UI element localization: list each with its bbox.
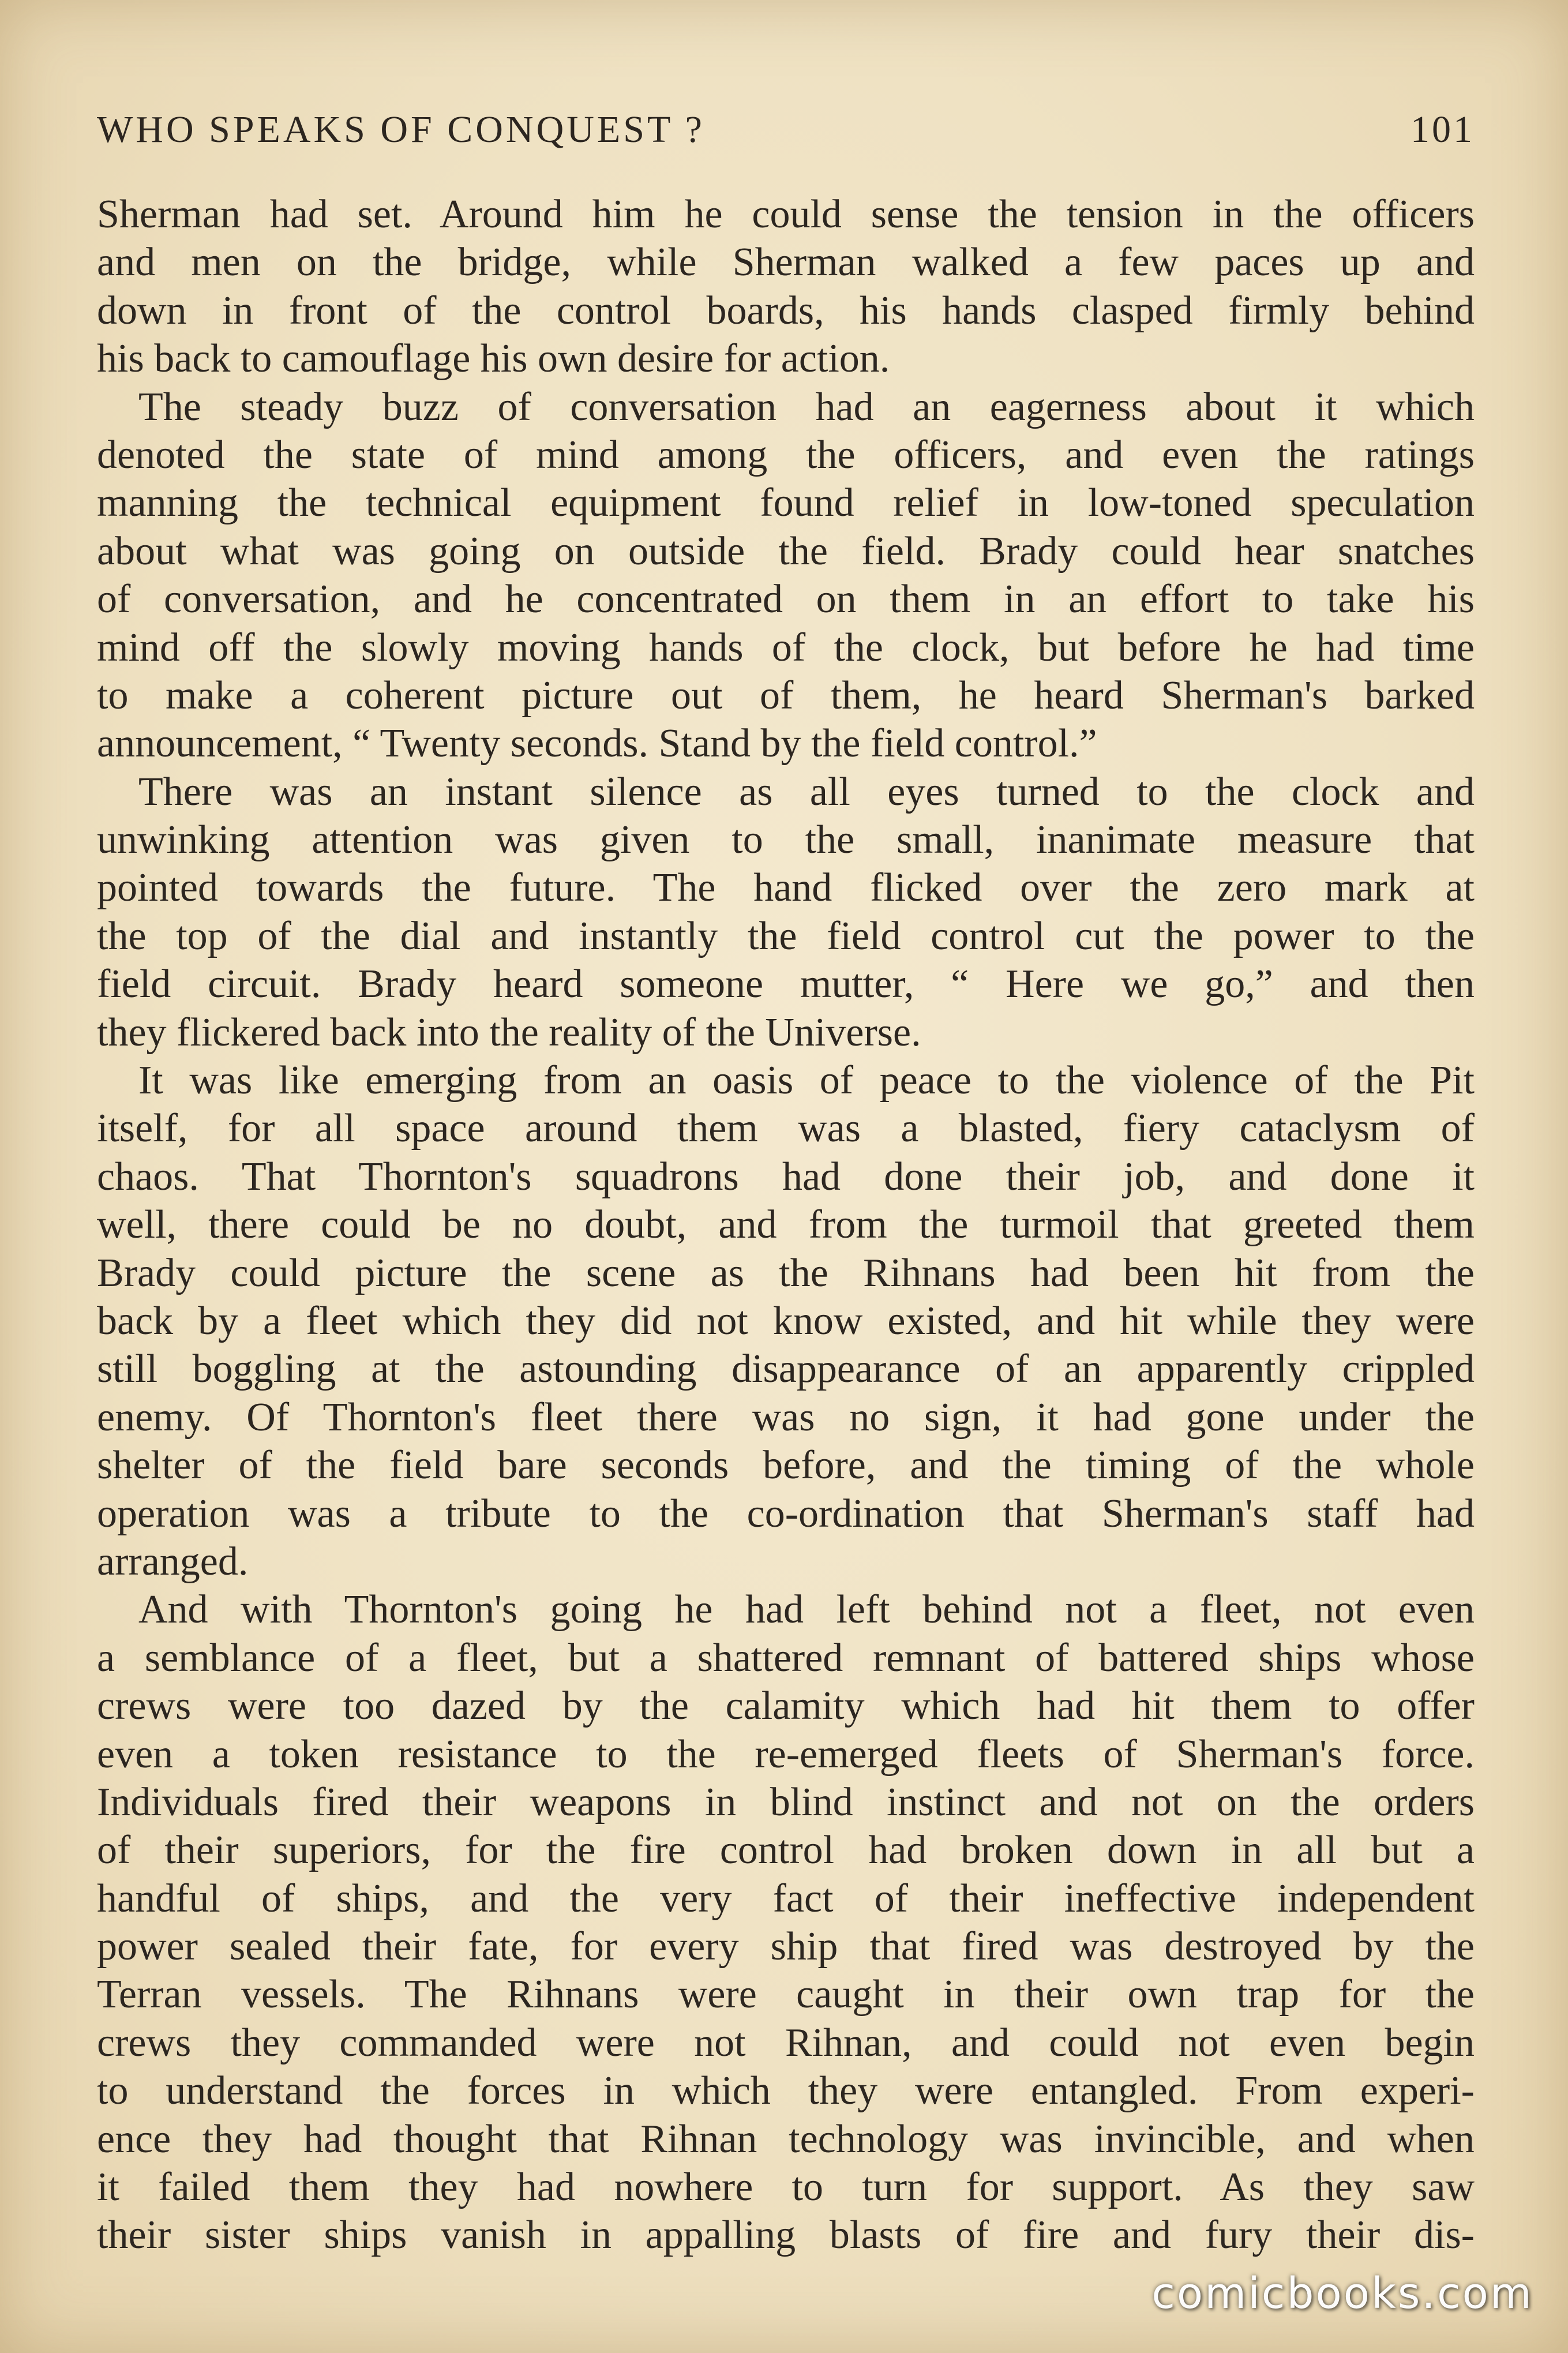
- text-line: to understand the forces in which they were entangled. From experi-: [97, 2069, 1475, 2114]
- text-line: they flickered back into the reality of the Universe.: [97, 1010, 921, 1055]
- text-line: of conversation, and he concentrated on them in an effort to take his: [97, 577, 1475, 622]
- text-line: back by a fleet which they did not know existed, and hit while they were: [97, 1298, 1475, 1343]
- text-line: handful of ships, and the very fact of their ineffective independent: [97, 1876, 1475, 1921]
- text-line: the top of the dial and instantly the field control cut the power to the: [97, 913, 1475, 958]
- body-text: [97, 190, 1475, 2260]
- text-line: crews they commanded were not Rihnan, and could not even begin: [97, 2020, 1475, 2065]
- page-header: [97, 104, 1475, 156]
- text-line: to make a coherent picture out of them, he heard Sherman's barked: [97, 673, 1475, 718]
- text-line: The steady buzz of conversation had an eagerness about it which: [138, 384, 1475, 429]
- text-line: field circuit. Brady heard someone mutter, “ Here we go,” and then: [97, 962, 1475, 1007]
- text-line: Brady could picture the scene as the Rihnans had been hit from the: [97, 1250, 1475, 1295]
- text-line: arranged.: [97, 1539, 249, 1584]
- text-line: chaos. That Thornton's squadrons had done their job, and done it: [97, 1154, 1475, 1199]
- text-line: well, there could be no doubt, and from the turmoil that greeted them: [97, 1202, 1475, 1247]
- text-line: And with Thornton's going he had left behind not a fleet, not even: [138, 1587, 1475, 1632]
- text-line: of their superiors, for the fire control had broken down in all but a: [97, 1828, 1475, 1873]
- text-line: itself, for all space around them was a blasted, fiery cataclysm of: [97, 1106, 1475, 1151]
- text-line: There was an instant silence as all eyes turned to the clock and: [138, 769, 1475, 814]
- text-line: pointed towards the future. The hand flicked over the zero mark at: [97, 865, 1475, 911]
- text-line: about what was going on outside the field. Brady could hear snatches: [97, 529, 1475, 574]
- text-line: unwinking attention was given to the small, inanimate measure that: [97, 818, 1475, 863]
- text-line: it failed them they had nowhere to turn for support. As they saw: [97, 2165, 1475, 2210]
- text-line: Individuals fired their weapons in blind instinct and not on the orders: [97, 1779, 1475, 1824]
- text-line: ence they had thought that Rihnan technology was invincible, and when: [97, 2116, 1475, 2161]
- running-head: WHO SPEAKS OF CONQUEST ?: [97, 108, 705, 151]
- text-line: enemy. Of Thornton's fleet there was no sign, it had gone under the: [97, 1395, 1475, 1440]
- text-line: Sherman had set. Around him he could sense the tension in the officers: [97, 192, 1475, 237]
- text-line: power sealed their fate, for every ship that fired was destroyed by the: [97, 1924, 1475, 1969]
- watermark: comicbooks.com: [1151, 2269, 1533, 2318]
- text-line: announcement, “ Twenty seconds. Stand by the field control.”: [97, 721, 1097, 766]
- text-line: operation was a tribute to the co-ordination that Sherman's staff had: [97, 1491, 1475, 1536]
- text-line: a semblance of a fleet, but a shattered remnant of battered ships whose: [97, 1635, 1475, 1680]
- text-line: shelter of the field bare seconds before, and the timing of the whole: [97, 1443, 1475, 1488]
- text-line: his back to camouflage his own desire for action.: [97, 336, 890, 381]
- text-line: Terran vessels. The Rihnans were caught in their own trap for the: [97, 1972, 1475, 2017]
- text-line: It was like emerging from an oasis of peace to the violence of the Pit: [138, 1058, 1475, 1103]
- text-line: even a token resistance to the re-emerged fleets of Sherman's force.: [97, 1732, 1475, 1777]
- text-line: manning the technical equipment found relief in low-toned speculation: [97, 481, 1475, 526]
- text-line: and men on the bridge, while Sherman walked a few paces up and: [97, 240, 1475, 285]
- text-line: denoted the state of mind among the officers, and even the ratings: [97, 432, 1475, 477]
- page-number: 101: [1411, 108, 1475, 151]
- text-line: their sister ships vanish in appalling blasts of fire and fury their dis-: [97, 2213, 1475, 2258]
- text-line: mind off the slowly moving hands of the clock, but before he had time: [97, 625, 1475, 670]
- text-line: still boggling at the astounding disappearance of an apparently crippled: [97, 1347, 1475, 1392]
- text-line: crews were too dazed by the calamity which had hit them to offer: [97, 1684, 1475, 1729]
- text-line: down in front of the control boards, his hands clasped firmly behind: [97, 288, 1475, 333]
